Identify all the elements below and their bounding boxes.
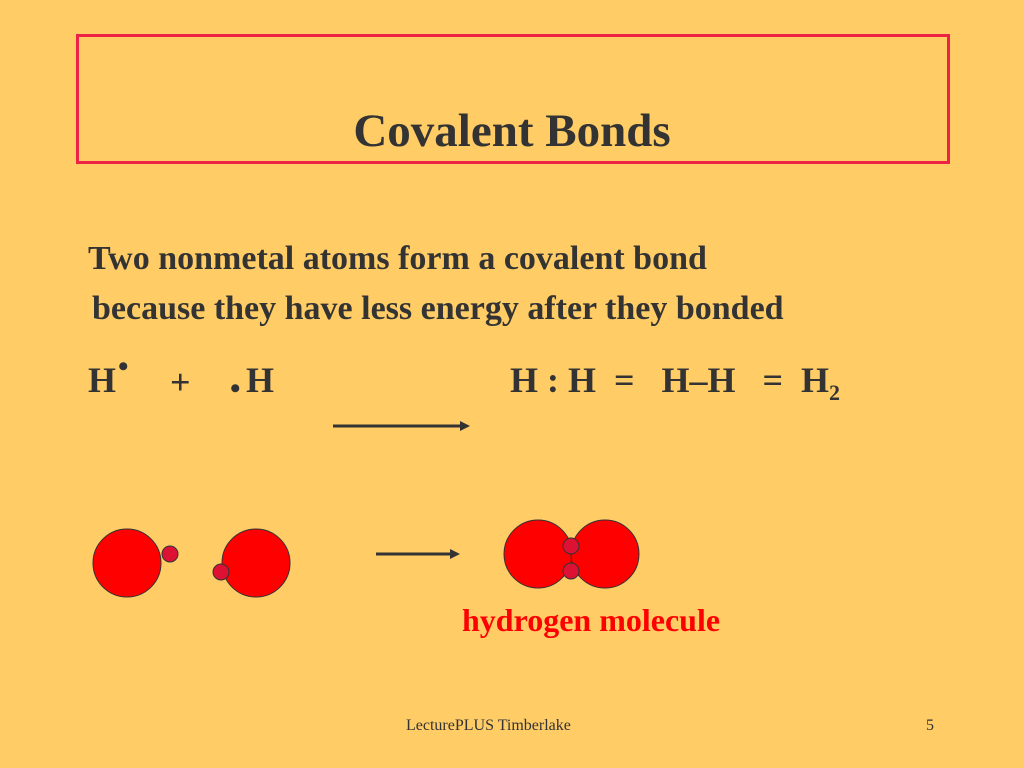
equation-plus: + [170,362,191,402]
shared-electron-bottom [563,563,579,579]
page-number: 5 [926,717,934,734]
equation-h-left: H [88,360,117,400]
electron-left-atom [162,546,178,562]
hydrogen-atom-right [222,529,290,597]
equation-subscript: 2 [829,380,841,406]
molecule-atom-right [571,520,639,588]
electron-dot-right: • [230,372,241,405]
body-line-1: Two nonmetal atoms form a covalent bond [88,240,707,277]
reaction-arrow-top [333,421,470,431]
electron-dot-left: • [118,350,129,383]
equation-bonded-text: H : H = H–H = H [510,360,830,400]
molecule-caption: hydrogen molecule [462,602,721,638]
footer-source: LecturePLUS Timberlake [406,717,571,734]
shared-electron-top [563,538,579,554]
electron-right-atom [213,564,229,580]
body-line-2: because they have less energy after they bonded [92,290,784,327]
molecule-atom-left [504,520,572,588]
hydrogen-atom-left [93,529,161,597]
slide-title: Covalent Bonds [353,105,671,157]
equation-h-right: H [246,360,275,400]
reaction-arrow-diagram [376,549,460,559]
